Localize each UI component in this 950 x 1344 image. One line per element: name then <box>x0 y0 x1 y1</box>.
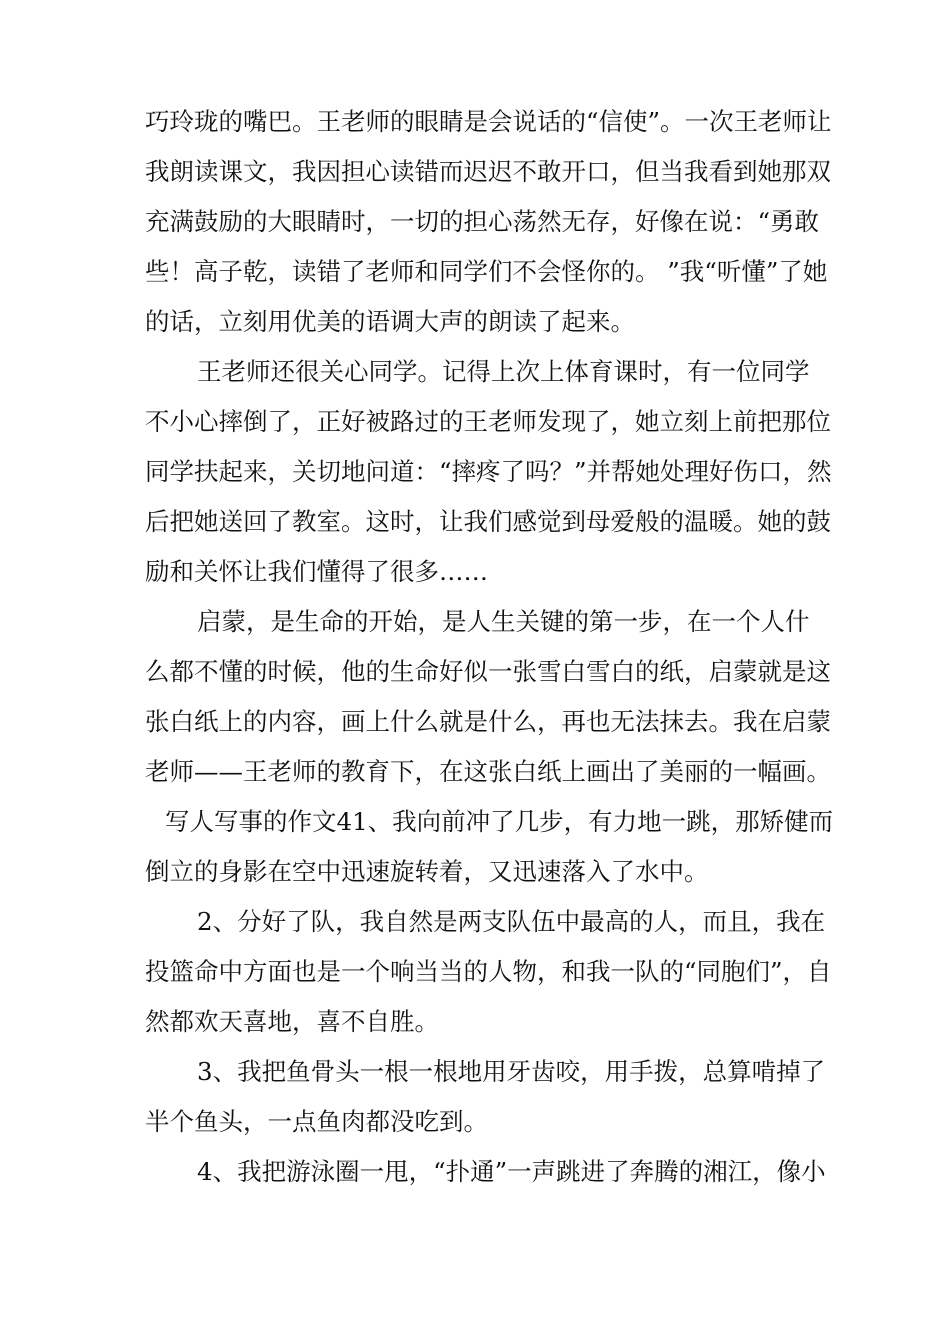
paragraph-first-line: 王老师还很关心同学。记得上次上体育课时，有一位同学 <box>197 357 810 386</box>
text-line: 写人写事的作文41、我向前冲了几步，有力地一跳，那矫健而 <box>165 807 834 836</box>
paragraph-first-line: 2、分好了队，我自然是两支队伍中最高的人，而且，我在 <box>197 907 826 936</box>
text-line: 么都不懂的时候，他的生命好似一张雪白雪白的纸，启蒙就是这 <box>145 657 831 686</box>
text-line: 倒立的身影在空中迅速旋转着，又迅速落入了水中。 <box>145 857 709 886</box>
paragraph-first-line: 3、我把鱼骨头一根一根地用牙齿咬，用手拨，总算啃掉了 <box>197 1057 826 1086</box>
text-line: 半个鱼头，一点鱼肉都没吃到。 <box>145 1107 488 1136</box>
text-line: 投篮命中方面也是一个响当当的人物，和我一队的“同胞们”，自 <box>145 957 832 986</box>
text-line: 然都欢天喜地，喜不自胜。 <box>145 1007 439 1036</box>
text-line: 充满鼓励的大眼睛时，一切的担心荡然无存，好像在说：“勇敢 <box>145 207 820 236</box>
paragraph-first-line: 启蒙，是生命的开始，是人生关键的第一步，在一个人什 <box>197 607 810 636</box>
paragraph-first-line: 4、我把游泳圈一甩，“扑通”一声跳进了奔腾的湘江，像小 <box>197 1157 826 1186</box>
text-line: 同学扶起来，关切地问道：“摔疼了吗？”并帮她处理好伤口，然 <box>145 457 832 486</box>
text-line: 不小心摔倒了，正好被路过的王老师发现了，她立刻上前把那位 <box>145 407 831 436</box>
text-line: 的话，立刻用优美的语调大声的朗读了起来。 <box>145 307 635 336</box>
text-line: 后把她送回了教室。这时，让我们感觉到母爱般的温暖。她的鼓 <box>145 507 831 536</box>
text-line: 老师——王老师的教育下，在这张白纸上画出了美丽的一幅画。 <box>145 757 831 786</box>
text-line: 张白纸上的内容，画上什么就是什么，再也无法抹去。我在启蒙 <box>145 707 831 736</box>
text-line: 些！高子乾，读错了老师和同学们不会怪你的。 ”我“听懂”了她 <box>145 257 828 286</box>
text-line: 励和关怀让我们懂得了很多…… <box>145 557 488 586</box>
text-line: 我朗读课文，我因担心读错而迟迟不敢开口，但当我看到她那双 <box>145 157 831 186</box>
text-line: 巧玲珑的嘴巴。王老师的眼睛是会说话的“信使”。一次王老师让 <box>145 107 832 136</box>
